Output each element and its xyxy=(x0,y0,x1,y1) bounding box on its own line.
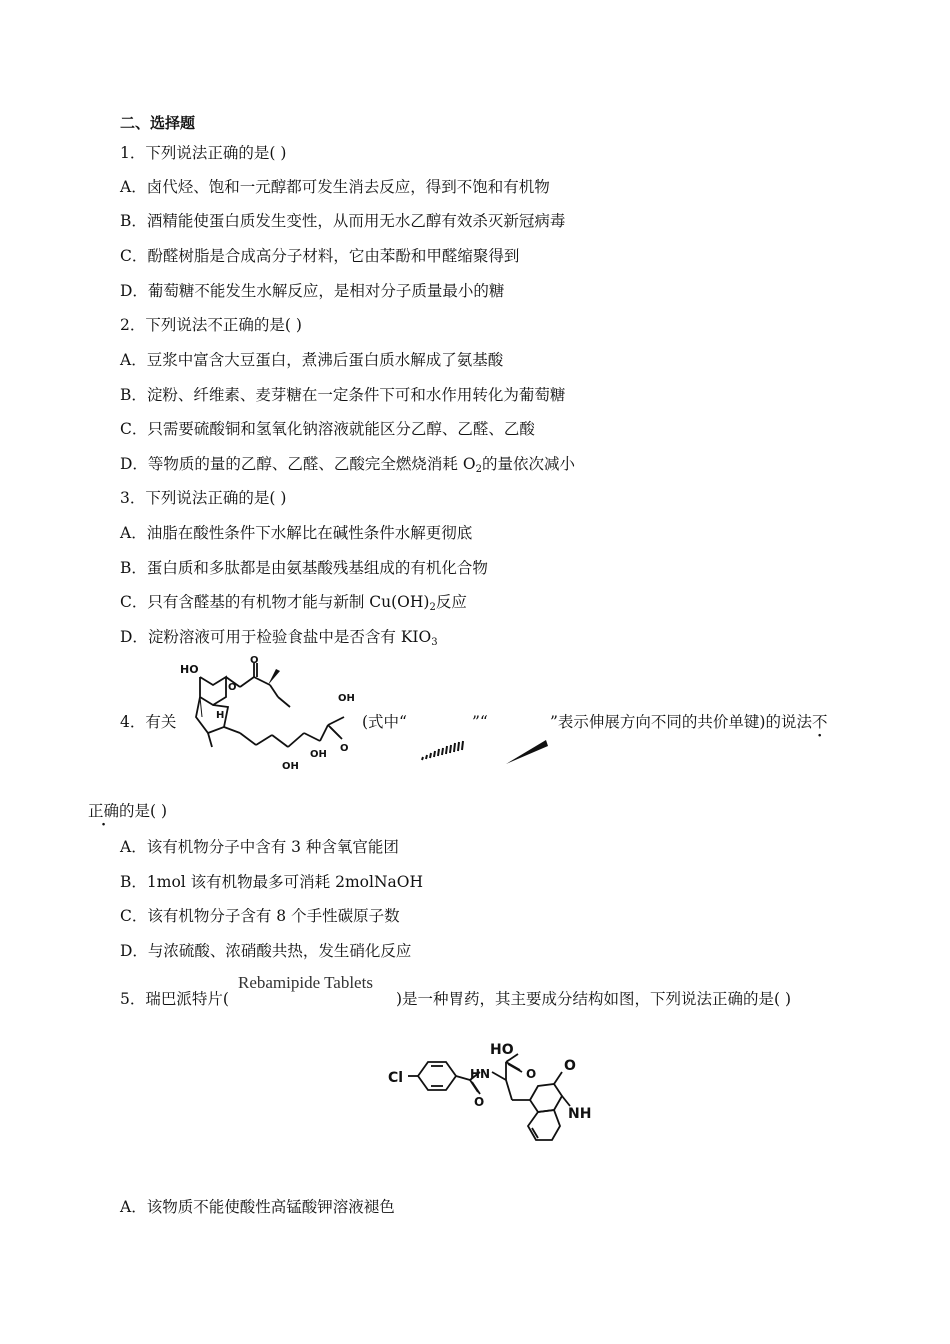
q4-option-b: B．1mol 该有机物最多可消耗 2molNaOH xyxy=(120,873,423,891)
hashed-bond-icon xyxy=(420,738,468,764)
q4-stem-continuation-text: 的是( ) xyxy=(119,802,168,820)
q5-mol-label-cl: Cl xyxy=(388,1070,404,1086)
q4-mol-label-oh-cooh: OH xyxy=(338,693,355,704)
q5-english-name: Rebamipide Tablets xyxy=(238,973,373,992)
q4-stem-mid1: (式中“ xyxy=(362,713,407,731)
q3-option-c-text-end: 反应 xyxy=(435,593,467,611)
q4-stem-mid3-text: ”表示伸展方向不同的共价单键)的说法 xyxy=(550,713,812,731)
q3-option-b: B．蛋白质和多肽都是由氨基酸残基组成的有机化合物 xyxy=(120,559,488,577)
q4-stem-emphasis-not: 不 xyxy=(811,713,828,731)
q5-mol-label-o2: O xyxy=(526,1067,537,1081)
q5-mol-label-o3: O xyxy=(564,1058,576,1074)
q3-option-d-sub: 3 xyxy=(431,637,438,648)
q5-mol-label-hn: HN xyxy=(470,1067,491,1081)
q5-mol-label-o1: O xyxy=(474,1095,485,1109)
wedge-bond-icon xyxy=(504,738,550,766)
q4-stem-prefix: 4．有关 xyxy=(120,713,177,731)
q1-stem: 1．下列说法正确的是( ) xyxy=(120,144,287,162)
q4-mol-label-h: H xyxy=(216,710,225,721)
q2-option-c: C．只需要硫酸铜和氢氧化钠溶液就能区分乙醇、乙醛、乙酸 xyxy=(120,420,535,438)
q3-option-c xyxy=(120,592,467,612)
section-title: 二、选择题 xyxy=(120,114,196,132)
q4-mol-label-oh-bot: OH xyxy=(282,761,299,772)
q3-option-d xyxy=(120,627,438,647)
q2-option-d xyxy=(120,454,575,474)
q4-molecule-structure xyxy=(178,655,360,775)
q2-option-d-text-end: 的量依次减小 xyxy=(481,455,575,473)
q1-option-b: B．酒精能使蛋白质发生变性，从而用无水乙醇有效杀灭新冠病毒 xyxy=(120,212,566,230)
q5-mol-label-ho: HO xyxy=(490,1042,514,1058)
q1-option-d: D．葡萄糖不能发生水解反应，是相对分子质量最小的糖 xyxy=(120,282,505,300)
q5-molecule-structure xyxy=(386,1034,604,1164)
q5-stem-prefix: 5．瑞巴派特片( xyxy=(120,990,229,1008)
q4-option-d: D．与浓硫酸、浓硝酸共热，发生硝化反应 xyxy=(120,942,412,960)
q5-mol-label-nh: NH xyxy=(568,1106,592,1122)
q1-option-c: C．酚醛树脂是合成高分子材料，它由苯酚和甲醛缩聚得到 xyxy=(120,247,520,265)
q4-mol-label-o2: O xyxy=(250,655,259,666)
q2-stem: 2．下列说法不正确的是( ) xyxy=(120,316,302,334)
q3-option-c-text: C．只有含醛基的有机物才能与新制 Cu(OH) xyxy=(120,593,430,611)
q4-stem-continuation xyxy=(88,801,167,821)
q4-stem-mid3 xyxy=(550,712,828,732)
q4-option-a: A．该有机物分子中含有 3 种含氧官能团 xyxy=(120,838,399,856)
q3-option-d-text: D．淀粉溶液可用于检验食盐中是否含有 KIO xyxy=(120,628,432,646)
q3-option-c-sub: 2 xyxy=(429,602,436,613)
q4-stem-mid2: ”“ xyxy=(472,713,488,731)
q4-mol-label-o3: O xyxy=(340,743,349,754)
q4-mol-label-o1: O xyxy=(228,682,237,693)
q4-stem-emphasis-correct: 正确 xyxy=(88,802,120,820)
q2-option-d-sub: 2 xyxy=(475,464,482,475)
q4-mol-label-oh-mid: OH xyxy=(310,749,327,760)
q2-option-a: A．豆浆中富含大豆蛋白，煮沸后蛋白质水解成了氨基酸 xyxy=(120,351,504,369)
q3-option-a: A．油脂在酸性条件下水解比在碱性条件水解更彻底 xyxy=(120,524,473,542)
q2-option-d-text: D．等物质的量的乙醇、乙醛、乙酸完全燃烧消耗 O xyxy=(120,455,476,473)
q5-stem-suffix: )是一种胃药，其主要成分结构如图，下列说法正确的是( ) xyxy=(396,990,792,1008)
q1-option-a: A．卤代烃、饱和一元醇都可发生消去反应，得到不饱和有机物 xyxy=(120,178,550,196)
q2-option-b: B．淀粉、纤维素、麦芽糖在一定条件下可和水作用转化为葡萄糖 xyxy=(120,386,566,404)
q5-option-a: A．该物质不能使酸性高锰酸钾溶液褪色 xyxy=(120,1198,395,1216)
q4-option-c: C．该有机物分子含有 8 个手性碳原子数 xyxy=(120,907,400,925)
q4-mol-label-ho-top: HO xyxy=(180,663,199,676)
q3-stem: 3．下列说法正确的是( ) xyxy=(120,489,287,507)
